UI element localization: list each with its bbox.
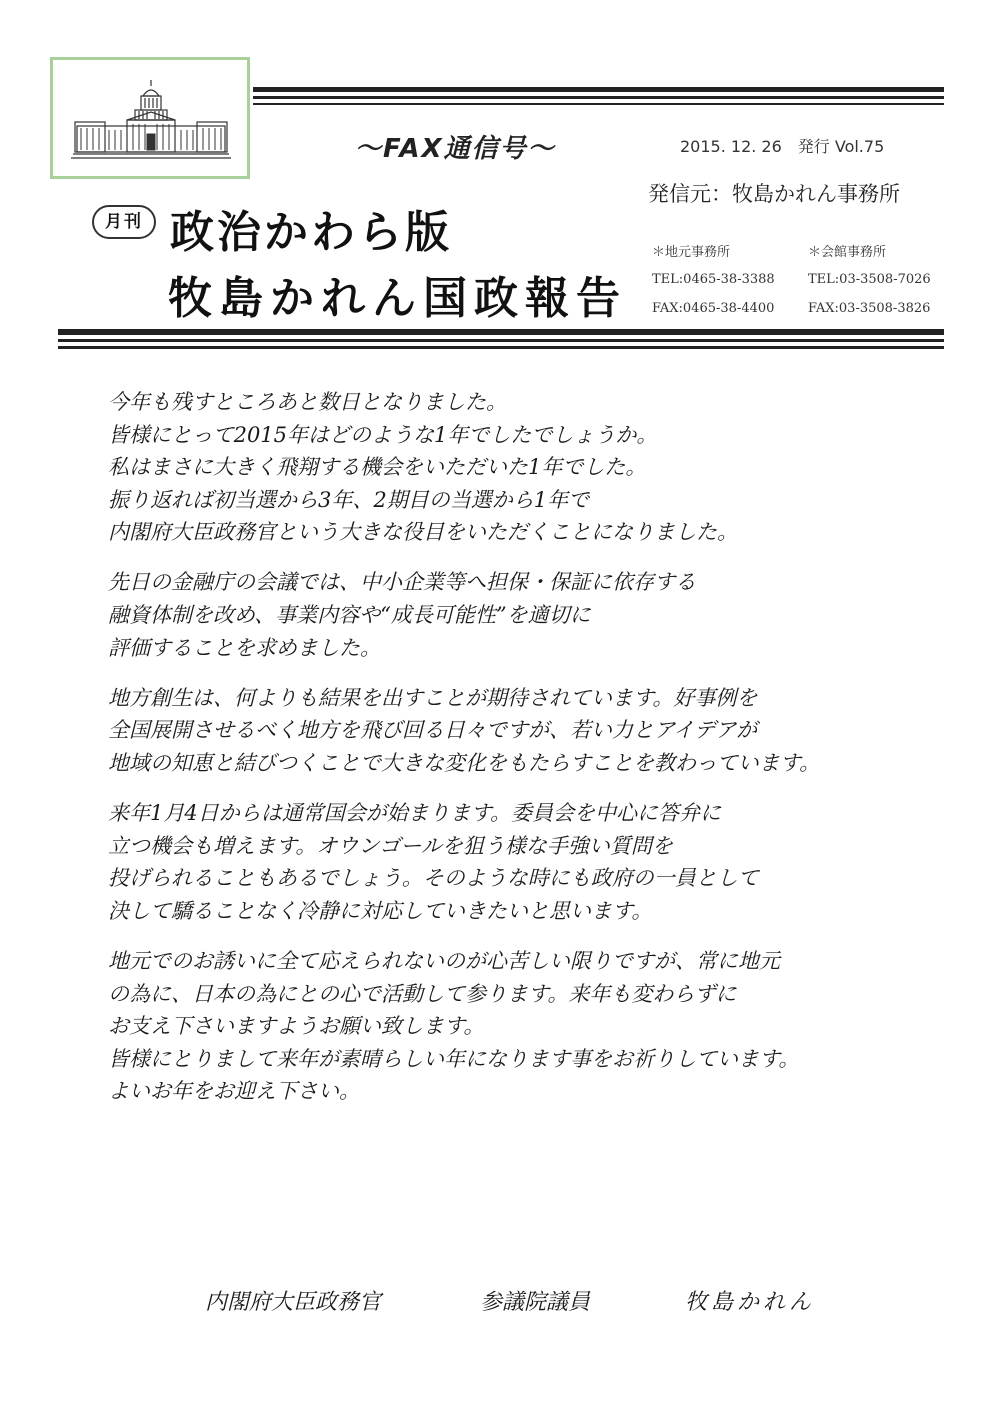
letter-line: 融資体制を改め、事業内容や“成長可能性”を適切に (108, 603, 591, 628)
signature-position: 内閣府大臣政務官 (205, 1290, 382, 1315)
header-rule-2 (58, 339, 944, 342)
letter-line: 地域の知恵と結びつくことで大きな変化をもたらすことを教わっています。 (108, 750, 821, 775)
paragraph-4 (108, 797, 908, 927)
kaikan-office-tel: TEL:03-3508-7026 (808, 272, 931, 287)
top-rule-1 (253, 87, 944, 92)
kaikan-office-name: ＊会館事務所 (808, 245, 887, 260)
paragraph-3 (108, 682, 908, 780)
paragraph-2 (108, 566, 908, 664)
letter-line: 地元でのお誘いに全て応えられないのが心苦しい限りですが、常に地元 (108, 948, 780, 973)
top-rule-2 (253, 96, 944, 99)
letter-line: 決して驕ることなく冷静に対応していきたいと思います。 (108, 898, 653, 923)
sender: 発信元：牧島かれん事務所 (648, 182, 900, 206)
title-line2: 牧島かれん国政報告 (168, 273, 627, 324)
kaikan-office-fax: FAX:03-3508-3826 (808, 301, 931, 316)
signature (205, 1285, 875, 1316)
header-rule-1 (58, 329, 944, 335)
letter-line: 振り返れば初当選から3年、2期目の当選から1年で (108, 487, 590, 512)
local-office-fax: FAX:0465-38-4400 (652, 301, 775, 316)
local-office-tel: TEL:0465-38-3388 (652, 272, 775, 287)
signature-name: 牧島かれん (685, 1290, 816, 1315)
letter-line: 評価することを求めました。 (108, 635, 381, 660)
letter-line: 皆様にとって2015年はどのような1年でしたでしょうか。 (108, 422, 658, 447)
logo-box (50, 57, 250, 179)
letter-body (108, 386, 908, 1125)
paragraph-5 (108, 945, 908, 1108)
letter-line: よいお年をお迎え下さい。 (108, 1079, 360, 1104)
letter-line: お支え下さいますようお願い致します。 (108, 1014, 485, 1039)
fax-title: ～FAX通信号～ (355, 134, 556, 164)
letter-line: 地方創生は、何よりも結果を出すことが期待されています。好事例を (108, 685, 758, 710)
letter-line: 今年も残すところあと数日となりました。 (108, 390, 507, 414)
diet-building-icon (71, 78, 231, 162)
letter-line: 来年1月4日からは通常国会が始まります。委員会を中心に答弁に (108, 801, 722, 826)
title-line1: 政治かわら版 (170, 207, 452, 258)
monthly-badge: 月刊 (92, 205, 156, 239)
top-rule-3 (253, 103, 944, 105)
letter-line: 内閣府大臣政務官という大きな役目をいただくことになりました。 (108, 520, 738, 545)
letter-line: 投げられることもあるでしょう。そのような時にも政府の一員として (108, 866, 759, 891)
letter-line: 先日の金融庁の会議では、中小企業等へ担保・保証に依存する (108, 570, 696, 595)
letter-line: の為に、日本の為にとの心で活動して参ります。来年も変わらずに (108, 981, 737, 1006)
letter-line: 皆様にとりまして来年が素晴らしい年になります事をお祈りしています。 (108, 1046, 800, 1071)
paragraph-1 (108, 386, 908, 549)
letter-line: 全国展開させるべく地方を飛び回る日々ですが、若い力とアイデアが (108, 718, 758, 743)
local-office-name: ＊地元事務所 (652, 245, 731, 260)
signature-role: 参議院議員 (480, 1290, 591, 1315)
letter-line: 立つ機会も増えます。オウンゴールを狙う様な手強い質問を (108, 833, 673, 858)
issue-info: 2015. 12. 26 発行 Vol.75 (680, 137, 885, 156)
letter-line: 私はまさに大きく飛翔する機会をいただいた1年でした。 (108, 455, 647, 480)
header-rule-3 (58, 346, 944, 349)
